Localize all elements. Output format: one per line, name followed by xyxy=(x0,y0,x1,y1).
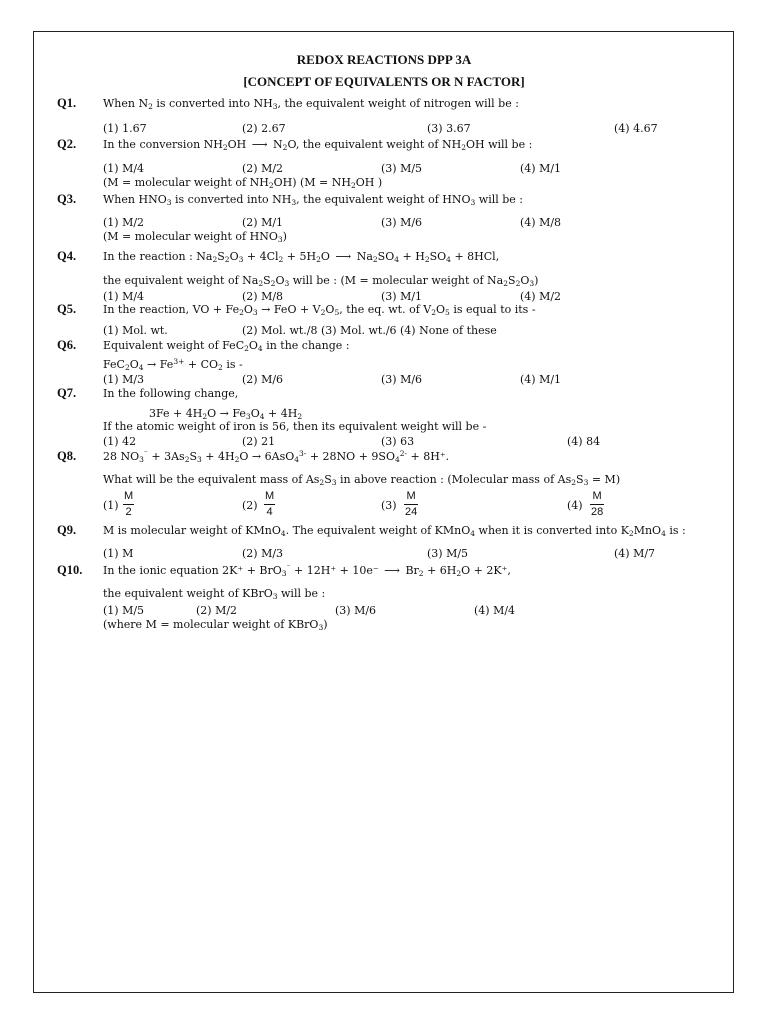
option: (1) M/4 xyxy=(103,162,145,175)
option: (2) 2.67 xyxy=(242,122,286,135)
option: (1) xyxy=(103,499,119,512)
option: (3) M/5 xyxy=(427,547,469,560)
option: (4) 4.67 xyxy=(614,122,658,135)
option: (1) M/3 xyxy=(103,373,145,386)
option: (1) M/4 xyxy=(103,290,145,303)
question-note: (M = molecular weight of $NH_2OH$) ($M = NH_2OH$ ) xyxy=(103,176,383,190)
option: (1) M xyxy=(103,547,134,560)
question-text: the equivalent weight of KBrO$_3$ will be : xyxy=(103,587,326,601)
question-number: Q4. xyxy=(57,249,77,263)
option: (2) M/2 xyxy=(196,604,238,617)
option: (1) M/2 xyxy=(103,216,145,229)
option: (3) 63 xyxy=(381,435,415,448)
page-subtitle: [CONCEPT OF EQUIVALENTS OR N FACTOR] xyxy=(243,74,525,89)
question-text: If the atomic weight of iron is 56, then its equivalent weight will be - xyxy=(103,420,487,433)
equation: In the ionic equation 2K⁺ + BrO$_3$⁻ + 12H⁺ + 10e⁻ ⟶ $Br_2 + 6H_2O + 2K^+$, xyxy=(103,563,511,578)
option: (3) M/6 xyxy=(381,216,423,229)
question-note: (M = molecular weight of $HNO_3$) xyxy=(103,230,287,244)
option: (2) xyxy=(242,499,258,512)
option: (3) M/1 xyxy=(381,290,423,303)
option: (2) M/6 xyxy=(242,373,284,386)
question-text: In the conversion $NH_2OH$ ⟶ $N_2O$, the equivalent weight of $NH_2OH$ will be : xyxy=(103,138,533,152)
question-text: the equivalent weight of $Na_2S_2O_3$ will be : (M = molecular weight of $Na_2S_2O_3$) xyxy=(103,274,539,288)
question-text: In the following change, xyxy=(103,387,239,400)
option: (4) M/8 xyxy=(520,216,562,229)
option: (3) 3.67 xyxy=(427,122,471,135)
question-text: What will be the equivalent mass of $As_2S_3$ in above reaction : (Molecular mass of $As_2S_3 = M$) xyxy=(103,473,621,487)
page-title: REDOX REACTIONS DPP 3A xyxy=(296,52,472,67)
equation: 28 $NO_3^{^-} + 3As_2S_3 + 4H_2O \to 6AsO_4^{3-} + 28NO + 9SO_4^{2-} + 8H^+$. xyxy=(103,449,450,464)
question-number: Q10. xyxy=(57,563,83,577)
question-number: Q8. xyxy=(57,449,77,463)
equation: $3Fe + 4H_2O \to Fe_3O_4 + 4H_2$ xyxy=(149,407,303,421)
fraction: M 24 xyxy=(405,490,418,518)
option: (3) M/6 xyxy=(381,373,423,386)
option: (4) M/4 xyxy=(474,604,516,617)
option: (1) 42 xyxy=(103,435,137,448)
question-text: M is molecular weight of KMnO$_4$. The equivalent weight of KMnO$_4$ when it is converted into $K_2MnO_4$ is : xyxy=(103,524,686,538)
option: (2) 21 xyxy=(242,435,276,448)
option: (2) Mol. wt./8 (3) Mol. wt./6 (4) None of these xyxy=(242,324,497,337)
fraction: M 28 xyxy=(591,490,604,518)
fraction: M 2 xyxy=(124,490,134,518)
option: (4) M/2 xyxy=(520,290,562,303)
option: (2) M/2 xyxy=(242,162,284,175)
option: (3) xyxy=(381,499,397,512)
option: (4) xyxy=(567,499,583,512)
question-number: Q5. xyxy=(57,302,77,316)
fraction: M 4 xyxy=(265,490,275,518)
question-text: When $N_2$ is converted into $NH_3$, the equivalent weight of nitrogen will be : xyxy=(103,97,519,111)
option: (1) M/5 xyxy=(103,604,145,617)
question-number: Q3. xyxy=(57,192,77,206)
question-number: Q6. xyxy=(57,338,77,352)
question-text: When $HNO_3$ is converted into $NH_3$, the equivalent weight of $HNO_3$ will be : xyxy=(103,193,523,207)
option: (4) M/1 xyxy=(520,162,562,175)
option: (1) 1.67 xyxy=(103,122,147,135)
option: (2) M/3 xyxy=(242,547,284,560)
option: (2) M/1 xyxy=(242,216,284,229)
option: (4) M/7 xyxy=(614,547,656,560)
question-number: Q9. xyxy=(57,523,77,537)
question-number: Q2. xyxy=(57,137,77,151)
question-text: In the reaction, VO + $Fe_2O_3$ → FeO + $V_2O_5$, the eq. wt. of $V_2O_5$ is equal to its - xyxy=(103,303,536,317)
question-number: Q1. xyxy=(57,96,77,110)
equation: $FeC_2O_4 \to Fe^{3+} + CO_2$ is - xyxy=(103,357,243,372)
option: (3) M/5 xyxy=(381,162,423,175)
option: (2) M/8 xyxy=(242,290,284,303)
option: (1) Mol. wt. xyxy=(103,324,168,337)
question-text: In the reaction : $Na_2S_2O_3 + 4Cl_2 + 5H_2O$ ⟶ $Na_2SO_4 + H_2SO_4 + 8HCl$, xyxy=(103,250,500,264)
question-note: (where M = molecular weight of KBrO$_3$) xyxy=(103,618,328,632)
question-text: Equivalent weight of $FeC_2O_4$ in the change : xyxy=(103,339,350,353)
question-number: Q7. xyxy=(57,386,77,400)
option: (4) 84 xyxy=(567,435,601,448)
option: (4) M/1 xyxy=(520,373,562,386)
option: (3) M/6 xyxy=(335,604,377,617)
